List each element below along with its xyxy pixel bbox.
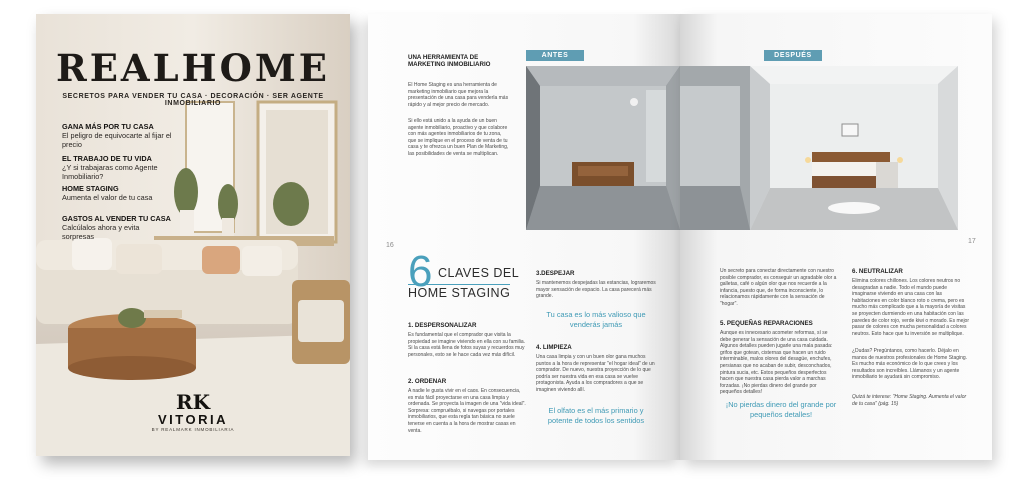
page-number: 16 [386,242,394,249]
section-3-title: 3.DESPEJAR [536,270,575,277]
page-number: 17 [968,238,976,245]
closing-paragraph: ¿Dudas? Pregúntanos, como hacerlo. Déjalo en manos de nuestros profesionales de Home Staging. Es mucho más económico de lo que crees y los resultados son increíbles. Llámanos y un agente inmobiliario te ayudará sin compromiso. [852,348,968,381]
intro-paragraph-2: Si ello está unido a la ayuda de un buen agente inmobiliario, proactivo y que colabore con más agentes inmobiliarios de tu zona, que se implique en el proceso de venta de tu casa y te ofrezca un buen Plan de Marketing, las posibilidades de venta se multiplican. [408,118,509,157]
before-tag: ANTES [526,50,584,61]
cover-feature-title: GASTOS AL VENDER TU CASA [62,214,171,223]
after-bedroom-photo [750,66,958,230]
cover-feature-title: EL TRABAJO DE TU VIDA [62,154,152,163]
cover-tagline: SECRETOS PARA VENDER TU CASA · DECORACIÓN · SER AGENTE INMOBILIARIO [62,93,324,107]
cover-feature-desc: Calcúlalos ahora y evita sorpresas [62,223,140,242]
section-1-title: 1. DESPERSONALIZAR [408,322,477,329]
section-4-text: Una casa limpia y con un buen olor gana muchos puntos a la hora de representar "el hogar ideal" de un comprador. De nuevo, nuestra proyección de lo que podría ser nuestra vida en esa casa se vuelve protagonista. Ayuda a los compradores a que se imaginen viviendo allí. [536,354,655,393]
page-right [680,14,992,460]
logo-mark: RK [175,390,210,414]
magazine-cover [36,14,350,456]
cover-feature-title: GANA MÁS POR TU CASA [62,122,154,131]
cover-feature-desc: ¿Y si trabajaras como Agente Inmobiliario? [62,163,158,182]
intro-paragraph-1: El Home Staging es una herramienta de marketing inmobiliario que mejora la presentación de una casa para venderla más rápido y al mejor precio de mercado. [408,82,509,108]
before-bedroom-photo [526,66,680,230]
section-6-title: 6. NEUTRALIZAR [852,268,903,275]
magazine-title: REALHOME [55,46,331,90]
logo-name: VITORIA [158,412,228,427]
magazine-spread [368,14,992,460]
section-3-text: Si mantenemos despejadas las estancias, lograremos mayor sensación de espacio. La casa parecerá más grande. [536,280,656,300]
pull-quote-2: El olfato es el más primario y potente de todos los sentidos [547,406,645,425]
cover-feature-1 [62,122,172,149]
section-5-text: Aunque es innecesario acometer reformas, sí se debe generar la sensación de una casa cuidada. Algunos detalles pueden jugarle una mala pasada: grifos que gotean, cisternas que hacen un ruido interminable, malos olores del desagüe, enchufes, persianas que no acaban de subir, desconchados, pintura sucia, etc. Estos pequeños desperfectos hacen que nuestra casa pierda valor a marchas forzadas. ¡No pierdas dinero del grande por pequeños detalles! [720,330,833,396]
cover-feature-3 [62,184,172,202]
cover-feature-2 [62,154,172,181]
section-2-text: A nadie le gusta vivir en el caos. En consecuencia, es más fácil proyectarse en una casa limpia y ordenada. Se proyecta la imagen de una "vida ideal". Sorpresa: compruébalo, si navegas por portales inmobiliarios, que esta regla tan básica no suele tenerse en cuenta a la hora de mostrar casas en venta. [408,388,526,434]
title-line-1: CLAVES DEL [438,266,520,280]
after-tag: DESPUÉS [764,50,822,61]
cover-feature-4 [62,214,172,241]
related-article-note: Quizá te interese: "Home Staging. Aumenta el valor de tu casa" (pág. 15) [852,394,967,407]
section-5-title: 5. PEQUEÑAS REPARACIONES [720,320,813,327]
section-heading: UNA HERRAMIENTA DE MARKETING INMOBILIARIO [408,54,491,68]
page-left [368,14,680,460]
section-1-text: Es fundamental que el comprador que visita la propiedad se imagine viviendo en ella con su familia. Si la casa está llena de fotos suyas y recuerdos muy personales, esto se le hace cada vez más difícil. [408,332,526,358]
realmark-logo [36,390,350,432]
cover-feature-desc: El peligro de equivocarte al fijar el precio [62,131,172,150]
title-line-2: HOME STAGING [408,286,511,300]
smell-paragraph: Un secreto para conectar directamente con nuestro posible comprador, es conseguir un agradable olor a galletas, café o algún olor que nos recuerde a la infancia, puesto que, de forma inconsciente, lo relacionamos rápidamente con la sensación de "hogar". [720,268,837,307]
pull-quote-3: ¡No pierdas dinero del grande por pequeños detalles! [725,400,837,419]
section-2-title: 2. ORDENAR [408,378,447,385]
section-6-text: Elimina colores chillones. Los colores neutros no desagradan a nadie. Todo el mundo puede imaginarse viviendo en una casa con las habitaciones en color blanco roto o crema, pero es mucho más complicado que a la mayoría de visitas se proyecten durmiendo en una habitación con las paredes de color rojo, verde kiwi o morado. Es mejor pasar de colores con mucha personalidad a colores neutros. Esto hace que tu inversión se multiplique. [852,278,969,337]
section-4-title: 4. LIMPIEZA [536,344,572,351]
big-number: 6 [408,247,433,296]
cover-feature-desc: Aumenta el valor de tu casa [62,193,153,202]
cover-feature-title: HOME STAGING [62,184,119,193]
pull-quote-1: Tu casa es lo más valioso que venderás jamás [546,310,646,329]
before-photo-continuation [680,66,750,230]
logo-subtitle: BY REALMARK INMOBILIARIA [151,427,235,432]
